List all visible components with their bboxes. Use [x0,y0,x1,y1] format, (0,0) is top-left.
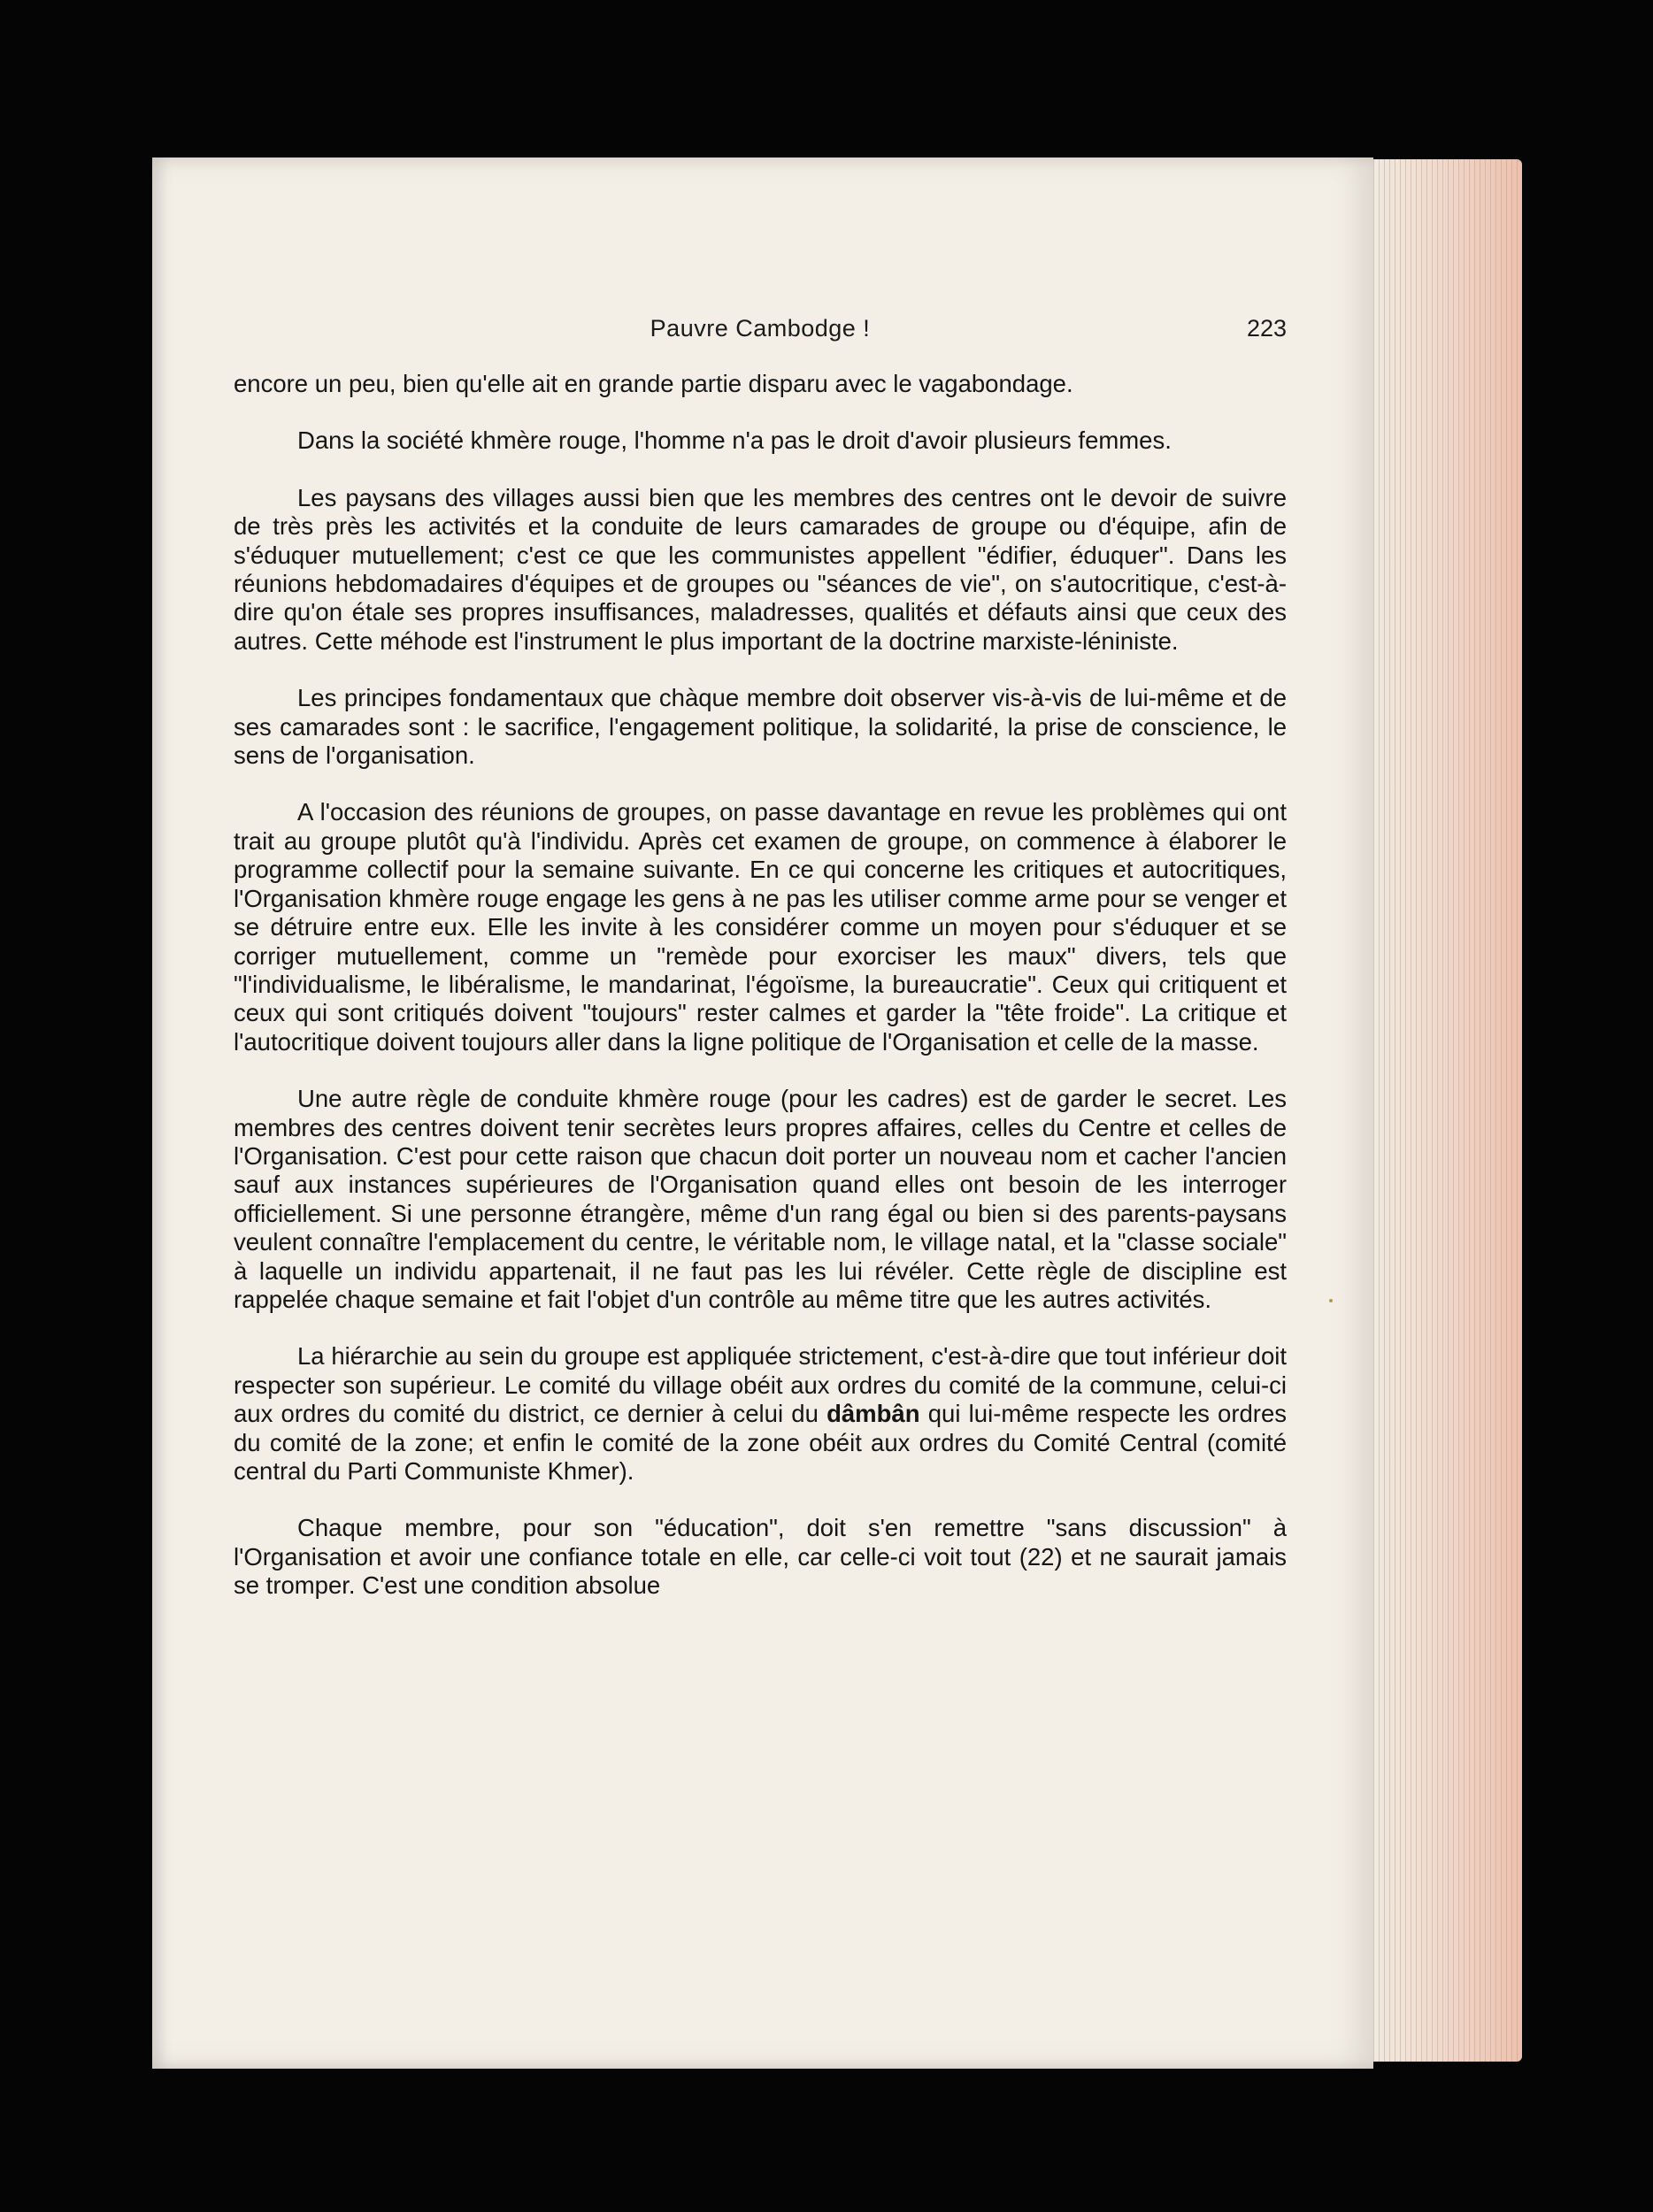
paragraph-text: La hiérarchie au sein du groupe est appliquée strictement, c'est-à-dire que tout inférieur doit respecter son supérieur. Le comité du village obéit aux ordres du comité de la commune, celui-ci aux ordres du comité du district, ce dernier à celui du [234,1342,1287,1428]
paragraph: Dans la société khmère rouge, l'homme n'a pas le droit d'avoir plusieurs femmes. [297,426,1172,455]
paragraph-text: qui lui-même respecte les ordres du comité de la zone; et enfin le comité de la zone obéit aux ordres du Comité Central (comité central du Parti Communiste Khmer). [234,1400,1287,1485]
paragraph: Les paysans des villages aussi bien que les membres des centres ont le devoir de suivre de très près les activités et la conduite de leurs camarades de groupe ou d'équipe, afin de s'éduquer mutuellement; c'est ce que les communistes appellent "édifier, éduquer". Dans les réunions hebdomadaires d'équipes et de groupes ou "séances de vie", on s'autocritique, c'est-à-dire qu'on étale ses propres insuffisances, maladresses, qualités et défauts ainsi que ceux des autres. Cette méhode est l'instrument le plus important de la doctrine marxiste-léniniste. [234,483,1287,655]
paper-speck [1329,1299,1333,1302]
paragraph: Une autre règle de conduite khmère rouge (pour les cadres) est de garder le secret. Les membres des centres doivent tenir secrètes leurs propres affaires, celles du Centre et celles de l'Organisation. C'est pour cette raison que chacun doit porter un nouveau nom et cacher l'ancien sauf aux instances supérieures de l'Organisation quand elles ont besoin de les interroger officiellement. Si une personne étrangère, même d'un rang égal ou bien si des parents-paysans veulent connaître l'emplacement du centre, le véritable nom, le village natal, et la "classe sociale" à laquelle un individu appartenait, il ne faut pas les lui révéler. Cette règle de discipline est rappelée chaque semaine et fait l'objet d'un contrôle au même titre que les autres activités. [234,1085,1287,1313]
term-damban: dâmbân [826,1400,920,1428]
paragraph: Chaque membre, pour son "éducation", doit s'en remettre "sans discussion" à l'Organisation et avoir une confiance totale en elle, car celle-ci voit tout (22) et ne saurait jamais se tromper. C'est une condition absolue [234,1514,1287,1600]
paragraph: Les principes fondamentaux que chàque membre doit observer vis-à-vis de lui-même et de ses camarades sont : le sacrifice, l'engagement politique, la solidarité, la prise de conscience, le sens de l'organisation. [234,684,1287,770]
book-page [152,157,1373,2069]
page-number: 223 [1246,315,1287,342]
paragraph-continuation: encore un peu, bien qu'elle ait en grande partie disparu avec le vagabondage. [234,370,1073,397]
paragraph-hierarchy [234,1342,1287,1486]
running-title: Pauvre Cambodge ! [650,315,871,342]
paragraph: A l'occasion des réunions de groupes, on passe davantage en revue les problèmes qui ont trait au groupe plutôt qu'à l'individu. Après cet examen de groupe, on commence à élaborer le programme collectif pour la semaine suivante. En ce qui concerne les critiques et autocritiques, l'Organisation khmère rouge engage les gens à ne pas les utiliser comme arme pour se venger et se détruire entre eux. Elle les invite à les considérer comme un moyen pour s'éduquer et se corriger mutuellement, comme un "remède pour exorciser les maux" divers, tels que "l'individualisme, le libéralisme, le mandarinat, l'égoïsme, la bureaucratie". Ceux qui critiquent et ceux qui sont critiqués doivent "toujours" rester calmes et garder la "tête froide". La critique et l'autocritique doivent toujours aller dans la ligne politique de l'Organisation et celle de la masse. [234,798,1287,1056]
page-edges-stack [1358,159,1522,2062]
page-header [234,315,1287,350]
body-text [234,370,1287,1629]
